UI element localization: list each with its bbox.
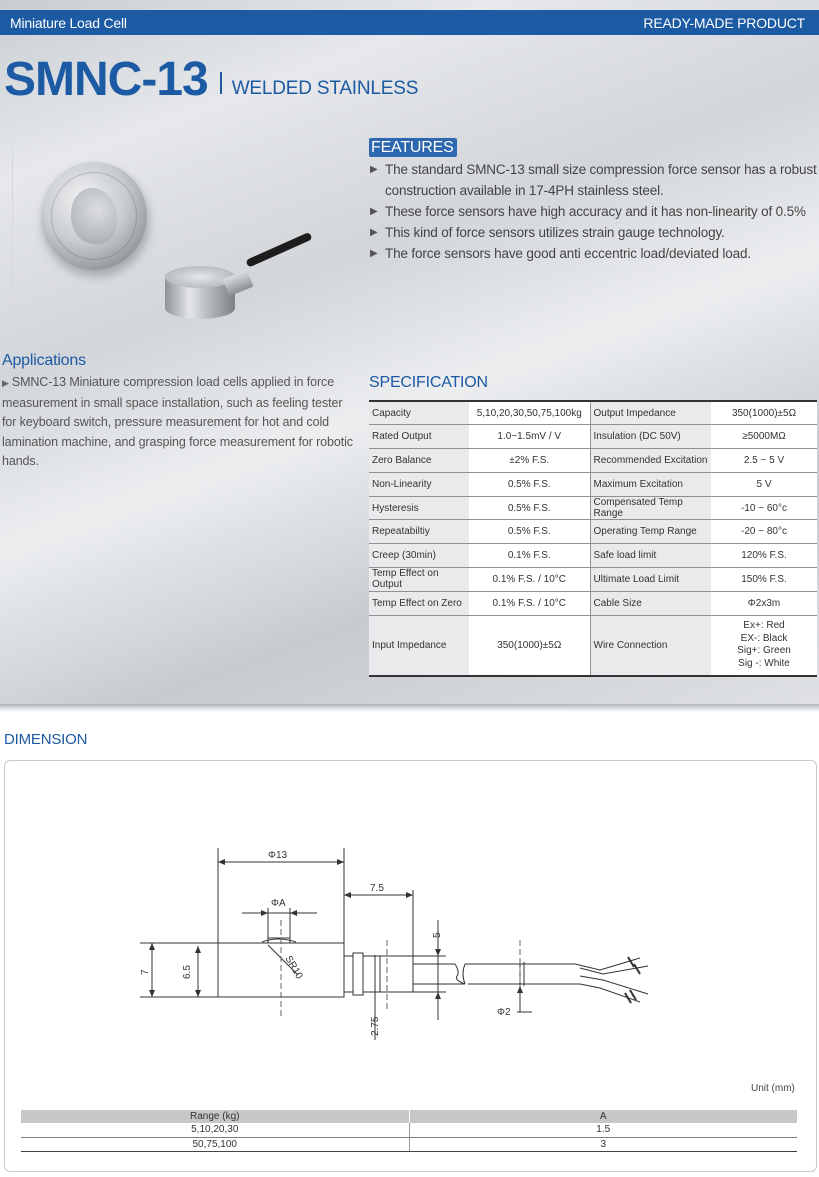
spec-label: Capacity	[369, 401, 469, 425]
coin-portrait	[71, 188, 117, 244]
spec-value: 120% F.S.	[711, 544, 817, 568]
spec-row	[369, 544, 817, 568]
spec-label: Insulation (DC 50V)	[590, 425, 711, 449]
dim-label-phi-a: ΦA	[271, 898, 286, 909]
dim-label-height-total: 7	[140, 969, 151, 975]
wire-sig-plus: Sig+: Green	[737, 645, 791, 657]
category-label: Miniature Load Cell	[10, 14, 127, 31]
spec-label: Rated Output	[369, 425, 469, 449]
spec-value: -20 ~ 80°c	[711, 520, 817, 544]
spec-value: -10 ~ 60°c	[711, 496, 817, 520]
spec-label: Non-Linearity	[369, 472, 469, 496]
spec-value: 0.1% F.S. / 10°C	[469, 568, 590, 592]
triangle-bullet-icon: ▶	[370, 227, 378, 238]
dim-label-phi13: Φ13	[268, 850, 288, 861]
spec-value: ≥5000MΩ	[711, 425, 817, 449]
spec-label: Input Impedance	[369, 615, 469, 676]
dimension-heading: DIMENSION	[4, 731, 88, 748]
a-value: 3	[409, 1137, 797, 1151]
spec-value: 2.5 ~ 5 V	[711, 449, 817, 473]
spec-label: Output Impedance	[590, 401, 711, 425]
applications-heading: Applications	[2, 352, 86, 369]
feature-item-continued: construction available in 17-4PH stainless steel.	[385, 183, 664, 198]
spec-label: Temp Effect on Output	[369, 568, 469, 592]
spec-value: 350(1000)±5Ω	[469, 615, 590, 676]
spec-row	[369, 425, 817, 449]
spec-value: 150% F.S.	[711, 568, 817, 592]
spec-row	[369, 496, 817, 520]
product-photo	[12, 148, 352, 343]
range-row	[21, 1137, 797, 1151]
dime-coin-image	[41, 162, 147, 270]
feature-item: ▶ These force sensors have high accuracy and it has non-linearity of 0.5%	[369, 201, 819, 222]
spec-value: 350(1000)±5Ω	[711, 401, 817, 425]
range-header: Range (kg)	[21, 1110, 409, 1123]
feature-item: ▶ This kind of force sensors utilizes strain gauge technology.	[369, 222, 819, 243]
spec-value: ±2% F.S.	[469, 449, 590, 473]
header-bar	[0, 10, 819, 35]
spec-label: Hysteresis	[369, 496, 469, 520]
spec-value: 5,10,20,30,50,75,100kg	[469, 401, 590, 425]
specification-heading: SPECIFICATION	[369, 374, 488, 391]
wire-ex-minus: EX-: Black	[740, 632, 788, 644]
range-header-row	[21, 1110, 797, 1123]
unit-label: Unit (mm)	[751, 1083, 795, 1094]
specification-section	[369, 374, 817, 677]
a-value: 1.5	[409, 1123, 797, 1137]
spec-row	[369, 472, 817, 496]
spec-row	[369, 591, 817, 615]
range-table	[21, 1110, 797, 1152]
triangle-bullet-icon: ▶	[370, 164, 378, 175]
wire-ex-plus: Ex+: Red	[743, 620, 785, 632]
dim-label-phi2: Φ2	[497, 1007, 511, 1018]
spec-label: Wire Connection	[590, 615, 711, 676]
triangle-bullet-icon: ▶	[370, 248, 378, 259]
spec-row	[369, 615, 817, 676]
features-heading: FEATURES	[369, 138, 457, 157]
dim-label-cable-height: 5	[432, 932, 443, 938]
spec-label: Creep (30min)	[369, 544, 469, 568]
load-cell-image	[165, 266, 235, 326]
title-divider	[220, 72, 222, 94]
spec-label: Repeatabiltiy	[369, 520, 469, 544]
spec-label: Maximum Excitation	[590, 472, 711, 496]
dim-label-fitting-offset: 2.75	[370, 1016, 381, 1036]
spec-value: Φ2x3m	[711, 591, 817, 615]
spec-value: 0.1% F.S. / 10°C	[469, 591, 590, 615]
dim-label-sr10: SR10	[282, 954, 305, 982]
spec-row	[369, 401, 817, 425]
model-subtitle: WELDED STAINLESS	[231, 78, 419, 99]
features-list	[369, 159, 819, 264]
spec-row	[369, 449, 817, 473]
spec-label: Safe load limit	[590, 544, 711, 568]
range-value: 5,10,20,30	[21, 1123, 409, 1137]
spec-label: Operating Temp Range	[590, 520, 711, 544]
wire-sig-minus: Sig -: White	[738, 657, 790, 669]
product-title	[4, 52, 418, 108]
spec-label: Temp Effect on Zero	[369, 591, 469, 615]
spec-label: Ultimate Load Limit	[590, 568, 711, 592]
a-header: A	[409, 1110, 797, 1123]
wire-connection-value	[711, 615, 817, 676]
spec-row	[369, 568, 817, 592]
feature-item: ▶ The force sensors have good anti eccentric load/deviated load.	[369, 243, 819, 264]
feature-item: ▶ The standard SMNC-13 small size compression force sensor has a robust	[369, 159, 819, 180]
dim-label-cable-length: 7.5	[370, 883, 384, 894]
cable-image	[245, 232, 312, 268]
spec-value: 0.5% F.S.	[469, 472, 590, 496]
spec-value: 0.5% F.S.	[469, 520, 590, 544]
spec-label: Compensated Temp Range	[590, 496, 711, 520]
triangle-bullet-icon: ▶	[2, 378, 9, 388]
spec-label: Cable Size	[590, 591, 711, 615]
range-row	[21, 1123, 797, 1137]
features-section	[369, 138, 819, 264]
spec-label: Recommended Excitation	[590, 449, 711, 473]
spec-row	[369, 520, 817, 544]
spec-value: 1.0~1.5mV / V	[469, 425, 590, 449]
model-name: SMNC-13	[4, 53, 208, 106]
range-value: 50,75,100	[21, 1137, 409, 1151]
applications-section	[2, 352, 357, 472]
spec-value: 5 V	[711, 472, 817, 496]
spec-value: 0.5% F.S.	[469, 496, 590, 520]
applications-text: ▶ SMNC-13 Miniature compression load cells applied in force measurement in small space installation, such as feeling tester for keyboard switch, pressure measurement for hot and cold lamination machine, and grasping force measurement for robotic hands.	[2, 375, 353, 468]
dim-label-height-body: 6.5	[182, 965, 193, 979]
triangle-bullet-icon: ▶	[370, 206, 378, 217]
specification-table	[369, 400, 817, 677]
spec-label: Zero Balance	[369, 449, 469, 473]
ready-made-badge: READY-MADE PRODUCT	[643, 14, 805, 31]
spec-value: 0.1% F.S.	[469, 544, 590, 568]
